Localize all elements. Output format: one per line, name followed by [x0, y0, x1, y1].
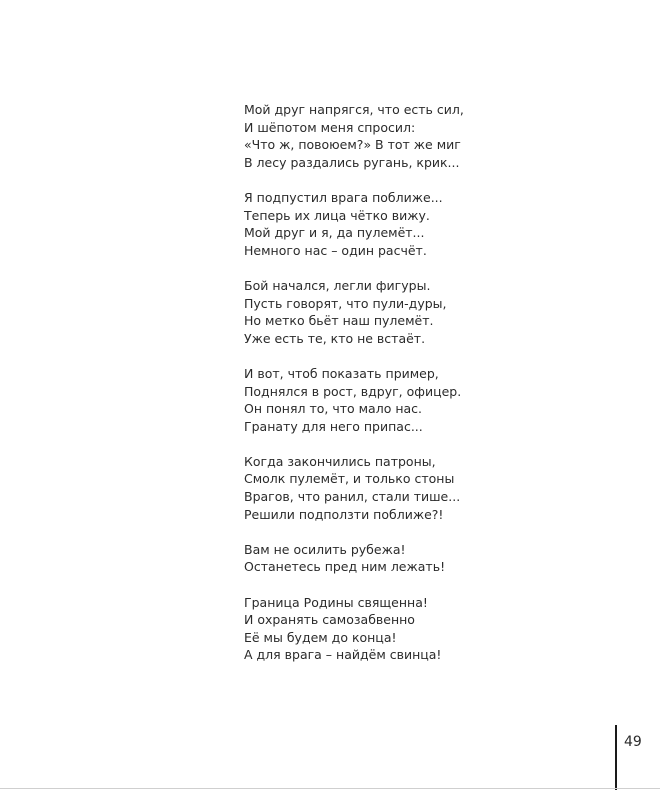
stanza-7 [244, 594, 624, 664]
poem-line: И вот, чтоб показать пример, [244, 365, 439, 381]
poem-line: Когда закончились патроны, [244, 453, 436, 469]
poem-line: Поднялся в рост, вдруг, офицер. [244, 383, 462, 399]
poem-line: Её мы будем до конца! [244, 629, 397, 645]
page-number: 49 [624, 734, 642, 750]
poem-line: Немного нас – один расчёт. [244, 242, 427, 258]
page-bottom-edge [0, 788, 660, 789]
poem [244, 101, 624, 682]
stanza-3 [244, 277, 624, 347]
poem-line: Теперь их лица чётко вижу. [244, 207, 430, 223]
poem-line: Но метко бьёт наш пулемёт. [244, 313, 434, 329]
poem-line: Бой начался, легли фигуры. [244, 277, 431, 293]
poem-line: Гранату для него припас... [244, 418, 423, 434]
poem-line: Останетесь пред ним лежать! [244, 559, 446, 575]
stanza-4 [244, 365, 624, 435]
poem-line: И охранять самозабвенно [244, 612, 415, 628]
poem-line: Граница Родины священна! [244, 594, 428, 610]
page-number-divider [615, 725, 617, 790]
stanza-6 [244, 541, 624, 576]
poem-line: Решили подползти поближе?! [244, 506, 444, 522]
poem-line: Он понял то, что мало нас. [244, 401, 423, 417]
poem-line: Мой друг и я, да пулемёт... [244, 225, 425, 241]
poem-line: Вам не осилить рубежа! [244, 541, 406, 557]
poem-line: В лесу раздались ругань, крик... [244, 154, 460, 170]
stanza-1 [244, 101, 624, 171]
stanza-2 [244, 189, 624, 259]
poem-line: Я подпустил врага поближе... [244, 189, 443, 205]
poem-line: Мой друг напрягся, что есть сил, [244, 102, 464, 117]
poem-line: Врагов, что ранил, стали тише... [244, 489, 461, 505]
poem-line: «Что ж, повоюем?» В тот же миг [244, 137, 461, 153]
poem-line: А для врага – найдём свинца! [244, 647, 442, 663]
poem-line: Пусть говорят, что пули-дуры, [244, 295, 447, 311]
poem-line: Смолк пулемёт, и только стоны [244, 471, 455, 487]
poem-line: Уже есть те, кто не встаёт. [244, 330, 426, 346]
poem-line: И шёпотом меня спросил: [244, 119, 416, 135]
stanza-5 [244, 453, 624, 523]
